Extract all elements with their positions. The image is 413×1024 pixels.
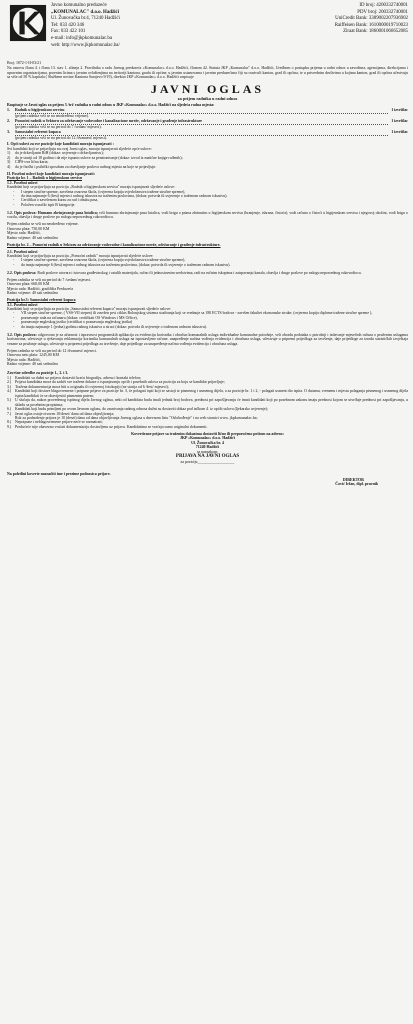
- bank-ziraat: Ziraat Bank: 1860001066652085: [343, 29, 408, 35]
- announcement-subtitle: za prijem radnika u radni odnos: [177, 95, 238, 101]
- company-name: „KOMUNALAC" d.o.o. Hadžići: [51, 9, 120, 15]
- position-count: 1 izvršilac: [391, 119, 408, 124]
- id-number: ID broj: 4200332740001: [359, 3, 408, 8]
- announcement-lead: Raspisuje se Javni oglas za prijem 3 /tri/ radnika u radni odnos u JKP «Komunalac» d.o.o. Hadžići na sljedeća radna mjesta:: [7, 102, 215, 107]
- envelope-backside-note: Na poleđini koverte naznačiti ime i prezime podnosica prijave.: [7, 471, 111, 476]
- general-condition: 4) da je fizički i psihički sposoban za obavljanje poslova radnog mjesta na koje se prijavljuje.: [7, 164, 157, 169]
- company-registry: [278, 3, 408, 61]
- position-3-conditions-heading: 3.1. Posebni uslovi: [7, 302, 38, 307]
- condition-item: - Položen vozački ispit B kategorije.: [13, 202, 76, 207]
- final-provisions-heading: Završne odredbe za pozicije 1., 2. i 3.: [7, 371, 69, 376]
- signatory-role: DIREKTOR: [342, 477, 364, 482]
- announcement-title: JAVNI OGLAS: [150, 81, 265, 96]
- general-condition: 3) CIPS-ova lična karta;: [7, 160, 49, 165]
- submission-address: JKP «Komunalac» d.o.o. Hadžići Ul. Žunovačka br. 4 71240 Hadžići sa naznakom: PRIJAVA NA JAVNI OGLAS za poziciju___________________: [7, 436, 408, 464]
- company-email: e-mail: info@jkpkomunalac.ba: [51, 35, 112, 41]
- position-2-conditions-lead: Kandidati koji se prijavljuju za poziciju „Pomoćni radnik" moraju ispunjavati sljedeće uslove:: [7, 253, 154, 258]
- position-1-conditions-lead: Kandidati koji se prijavljuju za poziciju „Radnik u higijenskom servisu" moraju ispunjavati sljedeće uslove:: [7, 185, 176, 190]
- position-note: (prijem radnika vrši se na neodređeno vrijeme).: [15, 113, 90, 118]
- reference-number: Broj: 1872-1-II-03/21: [7, 61, 42, 65]
- condition-item: - poznavanje engleskog jezika (certifikat o poznavanju engleskog jezika): [13, 320, 133, 325]
- position-name: Pomoćni radnik u Sektoru za održavanje vodovodne i kanalizacione mreže, održavanje i građenje infrastrukture: [15, 119, 388, 124]
- company-fax: Fax: 033 422 101: [51, 29, 86, 35]
- condition-item: - I stepen stručne spreme, završena osnovna škola, (ovjerena kopija svjedočanstva tražene stručne spreme),: [13, 189, 186, 194]
- final-provision: 5.) U slučaju da, nakon provedenog ispitnog dijela Javnog oglasa, neki od kandidata budu imali jednak broj bodova, prednost pri zapošljavanju će imati kandidati koji po posebnom zakonu imaju prednost kojom se utvrđuje prednost pri zapošljavanju, u skladu sa posebnim propisima;: [7, 398, 408, 407]
- position-2-detail: Prijem radnika se vrši na period do 7 /sedam/ mjeseci.: [7, 277, 92, 282]
- position-item: 2. Pomoćni radnik u Sektoru za održavanje vodovodne i kanalizacione mreže, održavanje i građenje infrastrukture 1 izvršilac: [7, 119, 408, 124]
- bank-raiffeisen: Raiffeisen Bank: 1610000019710023: [334, 22, 408, 28]
- vat-number: PDV broj: 200332740001: [357, 9, 408, 15]
- final-provision: 7.) Javni oglas ostaje otvoren 10/deset/ dana od dana objavljivanja;: [7, 411, 115, 416]
- signature-block: [7, 478, 408, 487]
- general-condition: 1) da je državljanin BiH (dokaz: uvjerenje o državljanstvu);: [7, 151, 104, 156]
- position-3-detail: Radno vrijeme: 40 sati sedmično: [7, 361, 59, 366]
- special-conditions-heading: II. Posebni uslovi koje kandidati moraju ispunjavati:: [7, 171, 95, 176]
- position-2-detail: Radno vrijeme: 40 sati sedmično: [7, 291, 59, 296]
- position-2-detail: Osnovna plata: 660,00 KM: [7, 282, 50, 287]
- company-line: Javno komunalno preduzeće: [51, 3, 107, 8]
- condition-item: - da ima najmanje 6 (šest) mjeseci radnog iskustva na traženim poslovima, (dokaz: potvrda ili uvjerenje o traženom radnom iskustvu),: [13, 193, 228, 198]
- position-2-detail: Mjesto rada: Hadžići, gradilišta Preduzeća: [7, 286, 74, 291]
- submission-instructions: Kovertirane prijave sa traženim dokazima dostaviti lično ili preporučeno poštom na adresu:: [131, 431, 284, 436]
- position-item: 3. Samostalni referent kupaca 1 izvršilac: [7, 130, 408, 135]
- final-provision: 3.) Tražena dokumentacija mora biti u originalu ili ovjerenoj fotokopiji (ne starija od 6 /šest/ mjeseci);: [7, 384, 169, 389]
- position-name: Samostalni referent kupaca: [15, 130, 388, 135]
- position-1-detail: Mjesto rada: Hadžići,: [7, 231, 41, 236]
- final-provision: 9.) Predućeće nije obavezno vraćati dokumentaciju dostavljenu uz prijavu. Kandidatima se vraćaju samo originalni dokumenti.: [7, 424, 208, 429]
- position-3-title: Pozicija br.3: Samostalni referent kupaca: [7, 298, 76, 303]
- position-item: 1. Radnik u higijenskom servisu 1 izvršilac: [7, 108, 408, 113]
- company-web: web: http://www.jkpkomunalac.ba/: [51, 42, 120, 48]
- condition-item: - I stepen stručne spreme, završena osnovna škola, (ovjerena kopija svjedočanstva tražene stručne spreme),: [13, 258, 186, 263]
- position-3-conditions-lead: Kandidati koji se prijavljuju za poziciju „Samostalni referent kupaca" moraju ispunjavati sljedeće uslove:: [7, 306, 172, 311]
- position-1-detail: Prijem radnika se vrši na neodređeno vrijeme.: [7, 222, 79, 227]
- final-provision: 2.) Prijava kandidata mora da sadrži sve tražene dokaze o ispunjavanju općih i posebnih uslova za poziciju za koju se kandidat prijavljuje;: [7, 380, 225, 385]
- position-note: (prijem radnika vrši se na period do 7 /sedam/ mjeseci).: [15, 124, 102, 129]
- final-provision: 6.) Kandidati koji budu primljeni po ovom Javnom oglasu, do zasnivanja radnog odnosa dužni su dostaviti dokaz pod tačkom 4. iz općih uslova (ljekarsko uvjerenje);: [7, 407, 268, 412]
- signatory-name: Čović Irfan, dipl. pravnik: [335, 482, 378, 487]
- condition-item: - da imaju najmanje 6 (šest) mjeseci radnog iskustva na traženim poslovima, (dokaz: potvrda ili uvjerenje o traženom radnom iskustvu).: [13, 262, 231, 267]
- final-provision: Rok za podnošenje prijava je 10 (deset) dana od dana objavljivanja Javnog oglasa u dnevnom listu "Oslobođenje" i na web stranici www. jkpkomunalac.ba;: [15, 415, 258, 420]
- condition-item: - Certifikat o završenom kursu za rad i obuku pasa,: [13, 198, 99, 203]
- letterhead: [7, 3, 408, 61]
- position-1-duties: 1.2. Opis poslova: Humano zbrinjavanje pasa lutalica; vrši humano zbrinjavanje pasa lutalica, vodi brigu o psima zbrinutim u higijenskom servisu (hranjenje, ishrana, čistoća), vodi računa o čistoći u higijenskom servisu i njegovoj okolini, vodi brigu o vozilu, obavlja i druge poslove po nalogu neposrednog rukovodioca.: [7, 210, 408, 220]
- condition-item: - da imaju najmanje 1 (jedna) godinu radnog iskustva u struci (dokaz: potvrda ili uvjerenje o traženom radnom iskustvu).: [13, 324, 208, 329]
- position-name: Radnik u higijenskom servisu: [15, 108, 388, 113]
- condition-item: - poznavanje rada na računaru (dokaz: certifikati OS Windows i MS Office),: [13, 315, 138, 320]
- general-condition: 2) da je stariji od 18 godina i da nije ispunio uslove za penzionisanje (dokaz: izvod iz matične knjige rođenih);: [7, 155, 183, 160]
- company-logo-icon: [9, 4, 47, 42]
- position-2-duties: 2.2. Opis poslova: Radi poslove utovara i istovara građevinskog i ostalih materijala, ručno ili jednostavnim sredstvima, radi na ručnim iskopima i zatrpavanju kanala, obavlja i druge poslove po nalogu neposrednog rukovodioca.: [7, 270, 362, 275]
- final-provision: 4.) Kandidati koji dostave blagovremene i potpune prijave za pozicije br. 3, će polagati ispit koji se sastoji iz pismenog i usmenog dijela, a za pozicije br. 1 i 2, - polagati usmeni dio ispita. O datumu, vremenu i mjestu polaganja pismenog i usmenog dijela ispita kandidati će se obavijestiti pismenim putem;: [7, 389, 408, 398]
- company-address: Ul. Žunovačka br.4, 71240 Hadžići: [51, 16, 120, 22]
- position-note: (prijem radnika vrši se na period do 12 /dvanaest/ mjeseci).: [15, 135, 108, 140]
- position-3-duties: 3.2. Opis poslova: odgovoran je za ažurnost i ispravnost programskih aplikacija za evidenciju korisnika i obračun komunalnih usluga individualne komunalne potrošnje, vrši obradu podataka o potrošnji i izdavanje mjesečnih računa o pruženim uslugama korisnicima, učestvuje u rješavanju reklamacija korisnika komunalnih usluga na ispostavljene račune, unapređenje načina vođenja evidencija i obračuna usluga, učestvuje u pripremi prijedloga za izvršenje, daje prijedloge za izradu statističkih izvještaja vezane za pružanje usluga, učestvuje u pripremi prijedloga za izvršenje, daje prijedloge za unapređenje načina vođenja evidencija i obračuna usluga.: [7, 332, 408, 346]
- condition-item: - VII stepen stručne spreme, ( VSS-VII stepen) ili završen prvi ciklus Bolonjskog sistema studiranja koji se vrednuje sa 180 ECTS bodova - završen fakultet ekonomske struke; (ovjerena kopija diplome tražene stručne spreme ),: [13, 311, 373, 316]
- envelope-position-line: za poziciju___________________: [180, 460, 235, 465]
- position-3-detail: Mjesto rada: Hadžići,: [7, 357, 41, 362]
- company-phone: Tel: 033 420 346: [51, 22, 85, 28]
- bank-unicredit: UniCredit Bank: 3389002207936902: [335, 16, 408, 22]
- position-3-detail: Osnovna neto plata: 1245,00 KM: [7, 353, 59, 358]
- general-conditions-lead: Svi kandidati koji se prijavljuju na ovaj Javni oglas, moraju ispunjavati sljedeće opće uslove:: [7, 146, 152, 151]
- position-count: 1 izvršilac: [391, 130, 408, 135]
- position-1-conditions-heading: 1.1. Posebni uslovi: [7, 180, 38, 185]
- envelope-label: PRIJAVA NA JAVNI OGLAS: [175, 454, 240, 460]
- position-1-detail: Radno vrijeme: 40 sati sedmično: [7, 235, 59, 240]
- legal-basis: Na osnovu člana 4. i člana 13. stav 1. alineja 2. Pravilnika o radu Javnog preduzeća «Komunalac» d.o.o. Hadžići, članom 42. Statuta JKP „Komunalac" d.o.o. Hadžići, Uredbom o postupku prijema u radni odnos u zavodima, agencijama, direkcijama i upravnim organizacijama, pravnim licima s javnim ovlaštenjima na teritoriji kantona, grada ili općine, u javnim ustanovama i javnim preduzećima čiji su osnivači kanton, grad ili općina, te u privrednim društvima u kojima kanton, grad ili općina učestvuju sa više od 50 % kapitala ( Službene novine Kantona Sarajevo 9/19), direktor JKP «Komunalac» d.o.o. Hadžići raspisuje: [7, 66, 408, 80]
- position-1-detail: Osnovna plata: 750,00 KM: [7, 226, 50, 231]
- position-count: 1 izvršilac: [391, 108, 408, 113]
- document-footer: [7, 468, 408, 476]
- final-provision: 1.) Kandidati su dužni uz prijavu dostaviti kraću biografiju, adresu i kontakt telefon;: [7, 375, 141, 380]
- final-provision: 8.) Nepotpune i neblagovremene prijave neće se razmatrati;: [7, 420, 103, 425]
- position-3-detail: Prijem radnika se vrši na period do 12 /dvanaest/ mjeseci.: [7, 348, 97, 353]
- positions-list: [7, 108, 408, 140]
- position-1-title: Pozicija br. 1 – Radnik u higijenskom servisu: [7, 176, 82, 181]
- position-2-title: Pozicija br. 2 – Pomoćni radnik u Sektoru za održavanje vodovodne i kanalizacione mreže, održavanje i građenje infrastrukture.: [7, 242, 221, 247]
- general-conditions-heading: I. Opći uslovi za sve pozicije koje kandidati moraju ispunjavati :: [7, 142, 114, 147]
- position-2-conditions-heading: 2.1. Posebni uslovi: [7, 249, 38, 254]
- company-contact: [51, 3, 278, 61]
